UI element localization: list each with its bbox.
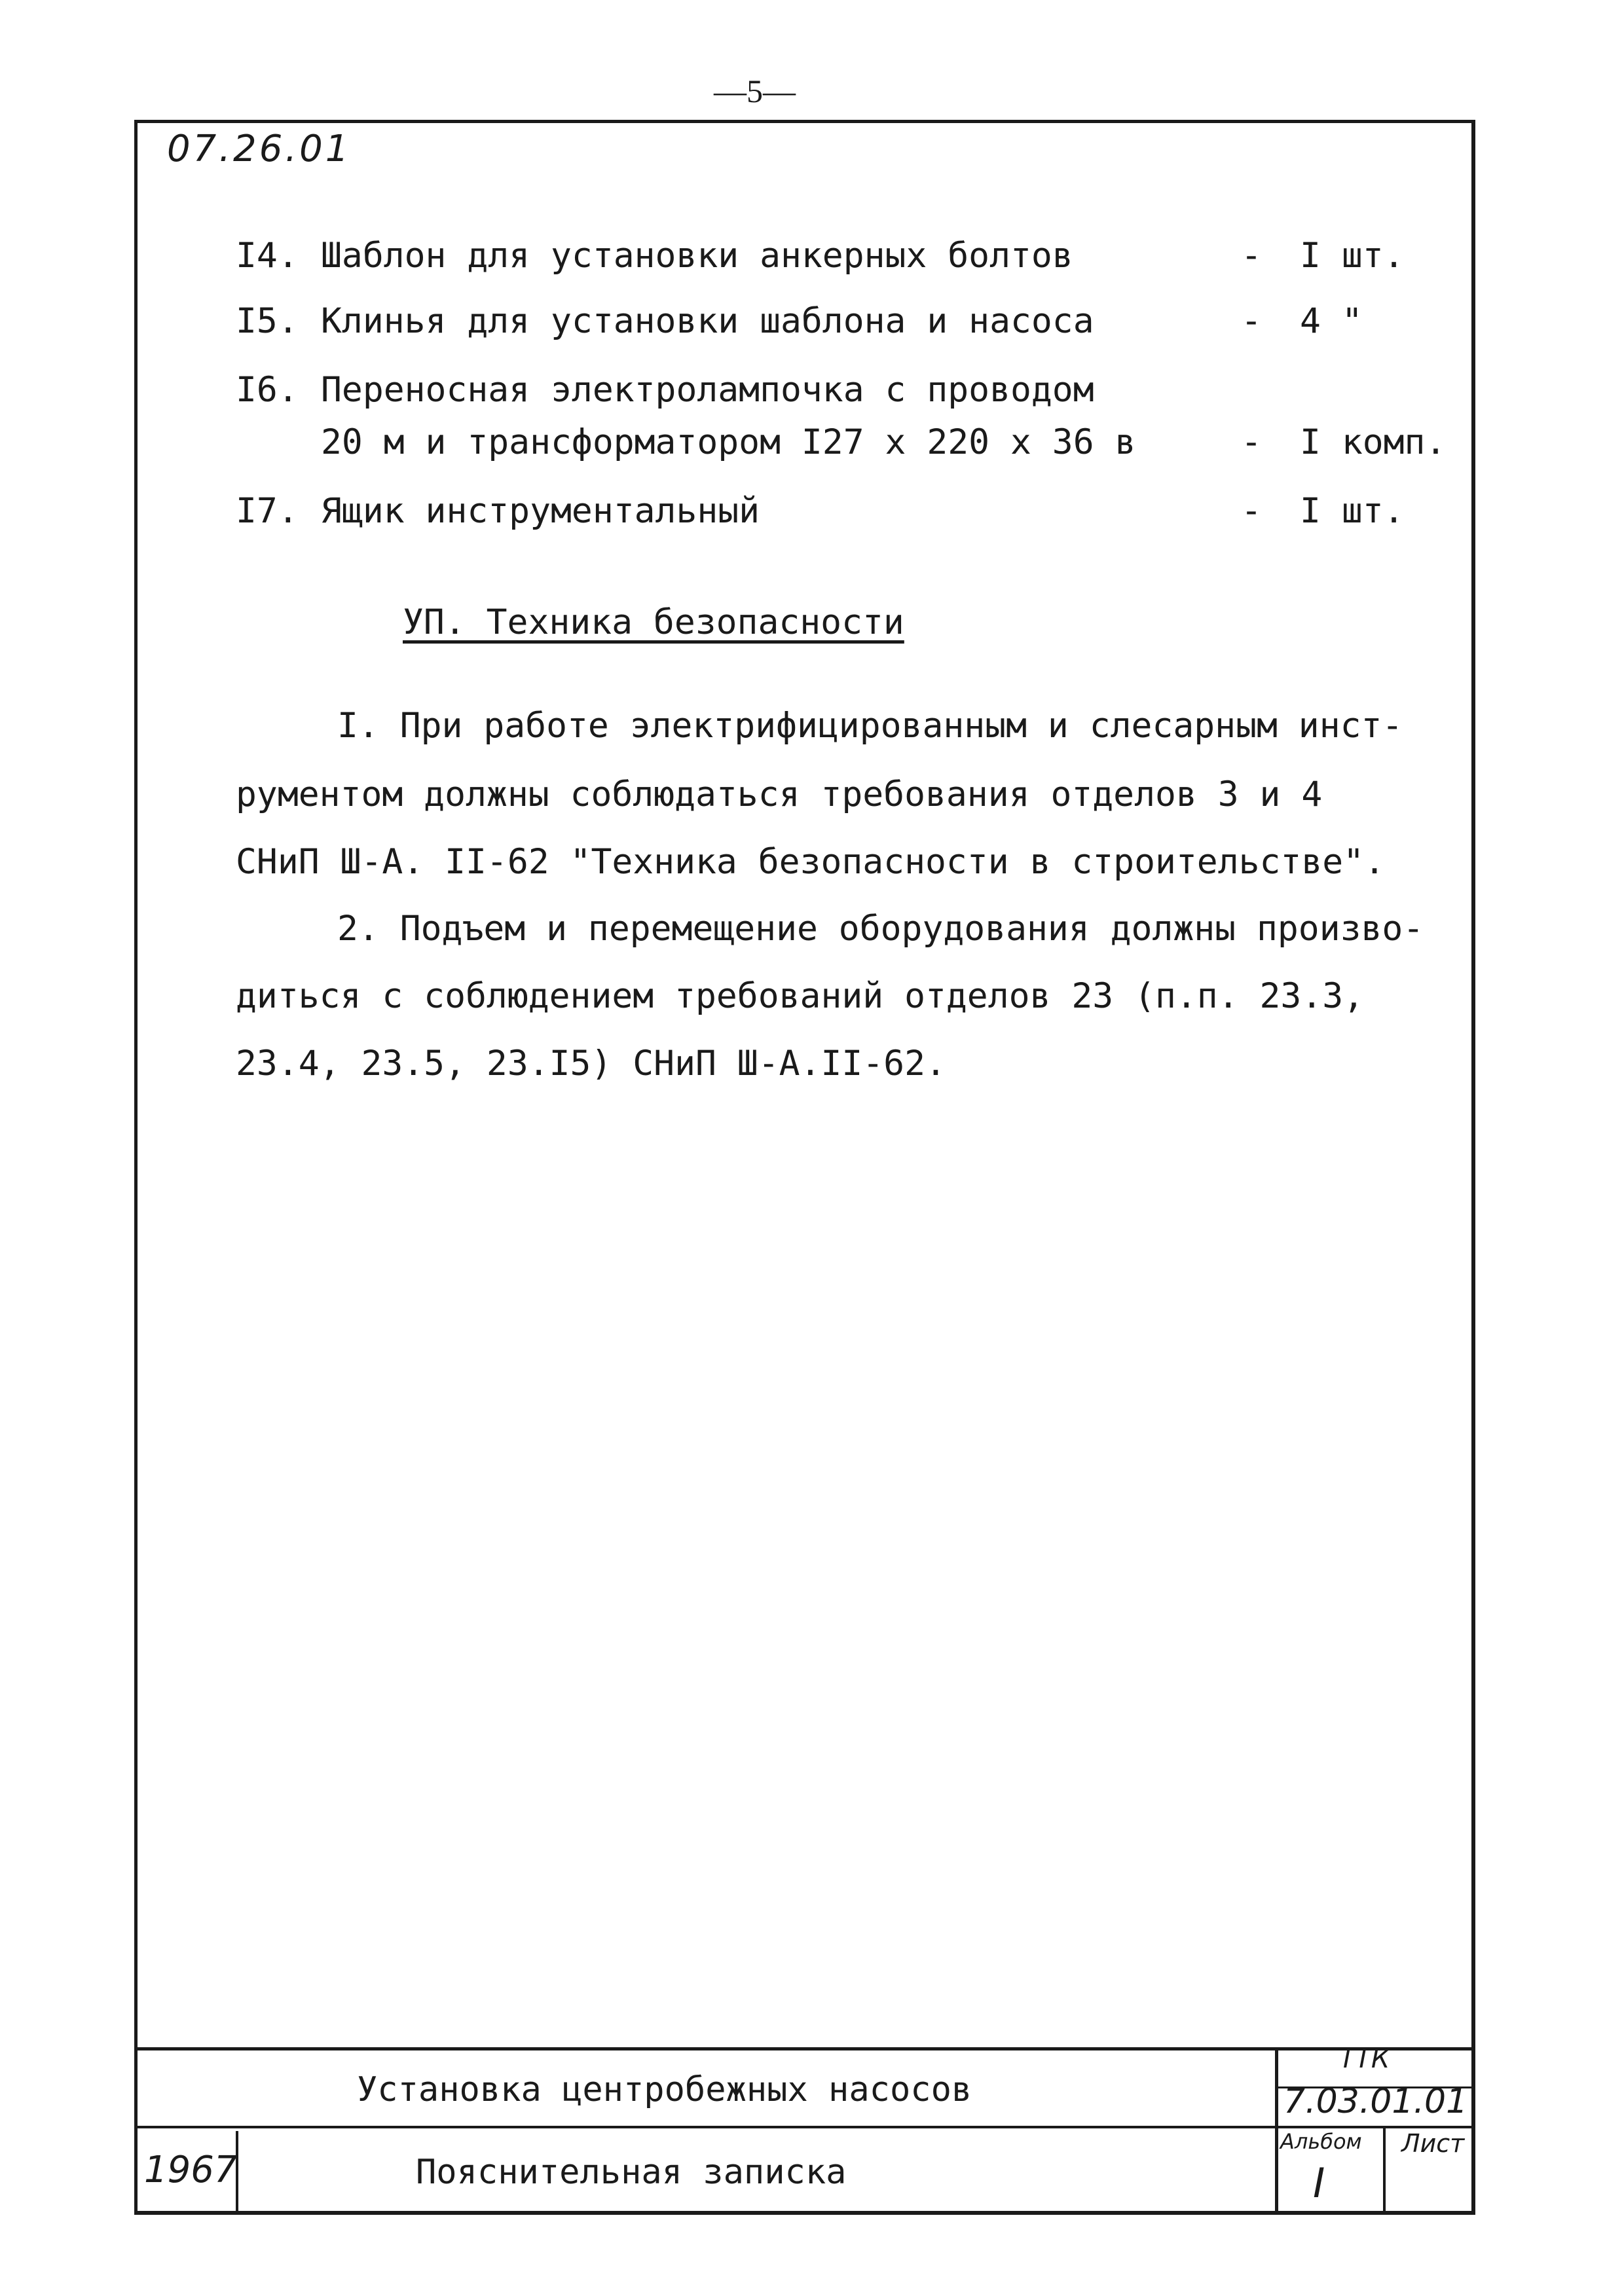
paragraph-line: 23.4, 23.5, 23.I5) СНиП Ш-А.II-62. bbox=[236, 1044, 946, 1084]
album-label: Альбом bbox=[1280, 2129, 1362, 2154]
list-item-text: Переносная электролампочка с проводом bbox=[321, 370, 1094, 410]
code-value: 7.03.01.01 bbox=[1283, 2082, 1468, 2121]
paragraph-line: I. При работе электрифицированным и слесарным инст- bbox=[337, 706, 1403, 746]
code-label: ТТК bbox=[1339, 2044, 1390, 2074]
list-item-quantity: I комп. bbox=[1300, 422, 1447, 462]
sheet-label: Лист bbox=[1401, 2129, 1465, 2158]
list-item-quantity: I шт. bbox=[1300, 236, 1405, 276]
title-block-middle-line bbox=[134, 2126, 1475, 2128]
document-subtitle: Пояснительная записка bbox=[416, 2153, 847, 2192]
album-value: I bbox=[1313, 2159, 1325, 2207]
title-block-divider bbox=[1275, 2047, 1278, 2215]
document-title: Установка центробежных насосов bbox=[357, 2070, 972, 2109]
list-item-dash: - bbox=[1241, 422, 1262, 462]
paragraph-line: диться с соблюдением требований отделов 23 (п.п. 23.3, bbox=[236, 976, 1365, 1016]
list-item-dash: - bbox=[1241, 301, 1262, 341]
page-number: —5— bbox=[714, 73, 796, 109]
list-item-quantity: 4 " bbox=[1300, 301, 1363, 341]
list-item-number: I6. bbox=[236, 370, 299, 410]
list-item-dash: - bbox=[1241, 236, 1262, 276]
list-item-text-continued: 20 м и трансформатором I27 x 220 x 36 в bbox=[321, 422, 1136, 462]
list-item-quantity: I шт. bbox=[1300, 491, 1405, 531]
list-item-dash: - bbox=[1241, 491, 1262, 531]
list-item-number: I5. bbox=[236, 301, 299, 341]
list-item-text: Шаблон для установки анкерных болтов bbox=[321, 236, 1073, 276]
paragraph-line: рументом должны соблюдаться требования отделов 3 и 4 bbox=[236, 774, 1323, 814]
section-title: УП. Техника безопасности bbox=[403, 602, 904, 642]
list-item-text: Ящик инструментальный bbox=[321, 491, 760, 531]
document-code: 07.26.01 bbox=[167, 128, 352, 170]
list-item-number: I7. bbox=[236, 491, 299, 531]
paragraph-line: СНиП Ш-А. II-62 "Техника безопасности в строительстве". bbox=[236, 842, 1385, 882]
title-block-divider bbox=[1383, 2128, 1386, 2215]
list-item-text: Клинья для установки шаблона и насоса bbox=[321, 301, 1094, 341]
title-block-top-line bbox=[134, 2047, 1475, 2050]
list-item-number: I4. bbox=[236, 236, 299, 276]
paragraph-line: 2. Подъем и перемещение оборудования должны произво- bbox=[337, 909, 1424, 949]
year: 1967 bbox=[144, 2149, 238, 2191]
